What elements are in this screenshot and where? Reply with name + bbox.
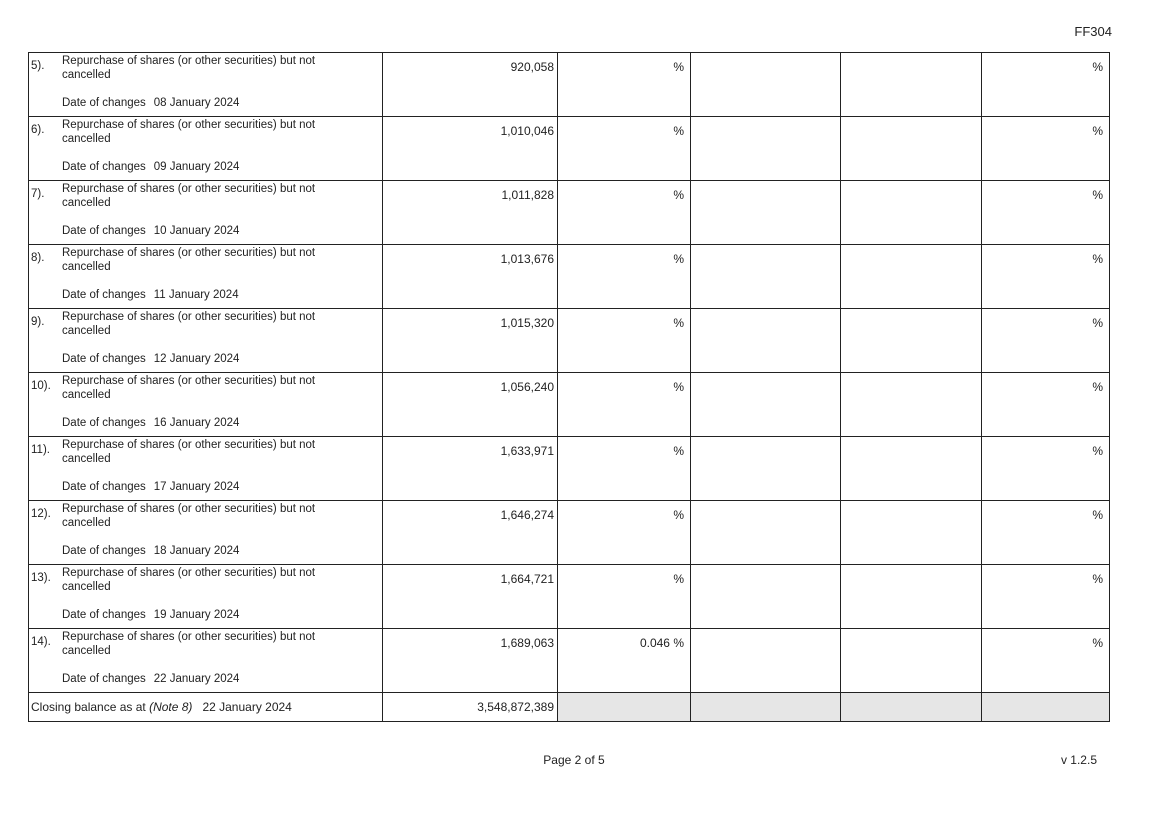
- empty-cell: [841, 629, 982, 693]
- row-date-label: Date of changes: [62, 225, 146, 237]
- empty-cell: [691, 437, 841, 501]
- row-description: [29, 245, 383, 309]
- version-label: v 1.2.5: [1060, 753, 1097, 767]
- row-date-line: [62, 289, 239, 301]
- row-date: 09 January 2024: [153, 161, 240, 173]
- movements-table-body: [29, 53, 1110, 722]
- row-type: Repurchase of shares (or other securities) but not cancelled: [62, 375, 316, 401]
- row-number: 6).: [31, 124, 45, 136]
- table-row: [29, 181, 1110, 245]
- empty-cell: [841, 117, 982, 181]
- row-percent: %: [558, 245, 691, 309]
- empty-cell: [691, 245, 841, 309]
- empty-cell: [691, 181, 841, 245]
- row-amount: 1,056,240: [383, 373, 558, 437]
- row-date: 12 January 2024: [153, 353, 240, 365]
- shaded-cell: [558, 693, 691, 722]
- row-date: 11 January 2024: [153, 289, 239, 301]
- row-percent-2: %: [982, 501, 1110, 565]
- row-number: 5).: [31, 60, 45, 72]
- empty-cell: [841, 181, 982, 245]
- table-row: [29, 629, 1110, 693]
- row-amount: 1,664,721: [383, 565, 558, 629]
- row-percent: %: [558, 565, 691, 629]
- row-date-line: [62, 97, 239, 109]
- row-percent: %: [558, 181, 691, 245]
- row-date-line: [62, 417, 239, 429]
- empty-cell: [841, 501, 982, 565]
- closing-prefix: Closing balance as at: [31, 700, 150, 714]
- row-percent: 0.046 %: [558, 629, 691, 693]
- row-type: Repurchase of shares (or other securities) but not cancelled: [62, 631, 316, 657]
- row-number: 8).: [31, 252, 45, 264]
- empty-cell: [691, 565, 841, 629]
- row-percent: %: [558, 309, 691, 373]
- table-row: [29, 565, 1110, 629]
- empty-cell: [841, 373, 982, 437]
- row-number: 9).: [31, 316, 45, 328]
- row-number: 12).: [31, 508, 51, 520]
- row-type: Repurchase of shares (or other securities) but not cancelled: [62, 55, 316, 81]
- empty-cell: [691, 501, 841, 565]
- closing-note: (Note 8): [149, 700, 193, 714]
- row-percent: %: [558, 373, 691, 437]
- empty-cell: [691, 53, 841, 117]
- empty-cell: [691, 373, 841, 437]
- row-date-line: [62, 225, 239, 237]
- empty-cell: [691, 117, 841, 181]
- row-date-label: Date of changes: [62, 161, 146, 173]
- row-description: [29, 53, 383, 117]
- row-date-label: Date of changes: [62, 417, 146, 429]
- row-percent: %: [558, 117, 691, 181]
- row-number: 7).: [31, 188, 45, 200]
- row-amount: 1,689,063: [383, 629, 558, 693]
- row-amount: 1,015,320: [383, 309, 558, 373]
- row-percent-2: %: [982, 53, 1110, 117]
- row-amount: 1,011,828: [383, 181, 558, 245]
- row-date: 08 January 2024: [153, 97, 240, 109]
- row-date-label: Date of changes: [62, 97, 146, 109]
- row-description: [29, 117, 383, 181]
- row-date: 10 January 2024: [153, 225, 240, 237]
- row-type: Repurchase of shares (or other securities) but not cancelled: [62, 311, 316, 337]
- empty-cell: [691, 309, 841, 373]
- row-type: Repurchase of shares (or other securities) but not cancelled: [62, 183, 316, 209]
- row-date-line: [62, 161, 239, 173]
- row-amount: 920,058: [383, 53, 558, 117]
- closing-balance-amount: 3,548,872,389: [383, 693, 558, 722]
- empty-cell: [691, 629, 841, 693]
- row-date-line: [62, 481, 239, 493]
- row-amount: 1,633,971: [383, 437, 558, 501]
- row-percent-2: %: [982, 565, 1110, 629]
- table-row: [29, 373, 1110, 437]
- row-percent: %: [558, 501, 691, 565]
- form-code: FF304: [1074, 24, 1112, 39]
- row-date-label: Date of changes: [62, 545, 146, 557]
- row-date-line: [62, 353, 239, 365]
- row-description: [29, 437, 383, 501]
- row-date-label: Date of changes: [62, 353, 146, 365]
- row-percent-2: %: [982, 181, 1110, 245]
- row-description: [29, 565, 383, 629]
- row-percent: %: [558, 53, 691, 117]
- movements-table: [28, 52, 1110, 722]
- table-row: [29, 53, 1110, 117]
- row-type: Repurchase of shares (or other securities) but not cancelled: [62, 439, 316, 465]
- row-date-label: Date of changes: [62, 673, 146, 685]
- row-date: 16 January 2024: [153, 417, 240, 429]
- shaded-cell: [841, 693, 982, 722]
- row-date-label: Date of changes: [62, 609, 146, 621]
- row-type: Repurchase of shares (or other securities) but not cancelled: [62, 567, 316, 593]
- row-number: 10).: [31, 380, 51, 392]
- row-amount: 1,010,046: [383, 117, 558, 181]
- row-date-line: [62, 609, 239, 621]
- row-percent-2: %: [982, 245, 1110, 309]
- page-number: Page 2 of 5: [543, 753, 605, 767]
- row-date: 19 January 2024: [153, 609, 240, 621]
- empty-cell: [841, 437, 982, 501]
- row-date: 22 January 2024: [153, 673, 240, 685]
- shaded-cell: [982, 693, 1110, 722]
- row-number: 14).: [31, 636, 51, 648]
- empty-cell: [841, 565, 982, 629]
- row-amount: 1,646,274: [383, 501, 558, 565]
- row-date: 17 January 2024: [153, 481, 240, 493]
- empty-cell: [841, 53, 982, 117]
- empty-cell: [841, 309, 982, 373]
- row-description: [29, 309, 383, 373]
- row-percent: %: [558, 437, 691, 501]
- row-percent-2: %: [982, 629, 1110, 693]
- closing-date: 22 January 2024: [202, 700, 292, 714]
- row-number: 11).: [31, 444, 50, 456]
- row-percent-2: %: [982, 437, 1110, 501]
- table-row: [29, 117, 1110, 181]
- row-percent-2: %: [982, 117, 1110, 181]
- row-date-line: [62, 673, 239, 685]
- row-type: Repurchase of shares (or other securities) but not cancelled: [62, 119, 316, 145]
- empty-cell: [841, 245, 982, 309]
- row-amount: 1,013,676: [383, 245, 558, 309]
- closing-balance-label: [29, 693, 383, 722]
- row-description: [29, 373, 383, 437]
- table-row: [29, 437, 1110, 501]
- row-description: [29, 181, 383, 245]
- row-date: 18 January 2024: [153, 545, 240, 557]
- table-row: [29, 501, 1110, 565]
- shaded-cell: [691, 693, 841, 722]
- row-description: [29, 501, 383, 565]
- row-date-label: Date of changes: [62, 289, 146, 301]
- table-row: [29, 245, 1110, 309]
- row-date-line: [62, 545, 239, 557]
- row-percent-2: %: [982, 373, 1110, 437]
- table-row: [29, 309, 1110, 373]
- row-percent-2: %: [982, 309, 1110, 373]
- row-type: Repurchase of shares (or other securities) but not cancelled: [62, 503, 316, 529]
- row-description: [29, 629, 383, 693]
- row-date-label: Date of changes: [62, 481, 146, 493]
- closing-balance-row: [29, 693, 1110, 722]
- row-number: 13).: [31, 572, 51, 584]
- row-type: Repurchase of shares (or other securities) but not cancelled: [62, 247, 316, 273]
